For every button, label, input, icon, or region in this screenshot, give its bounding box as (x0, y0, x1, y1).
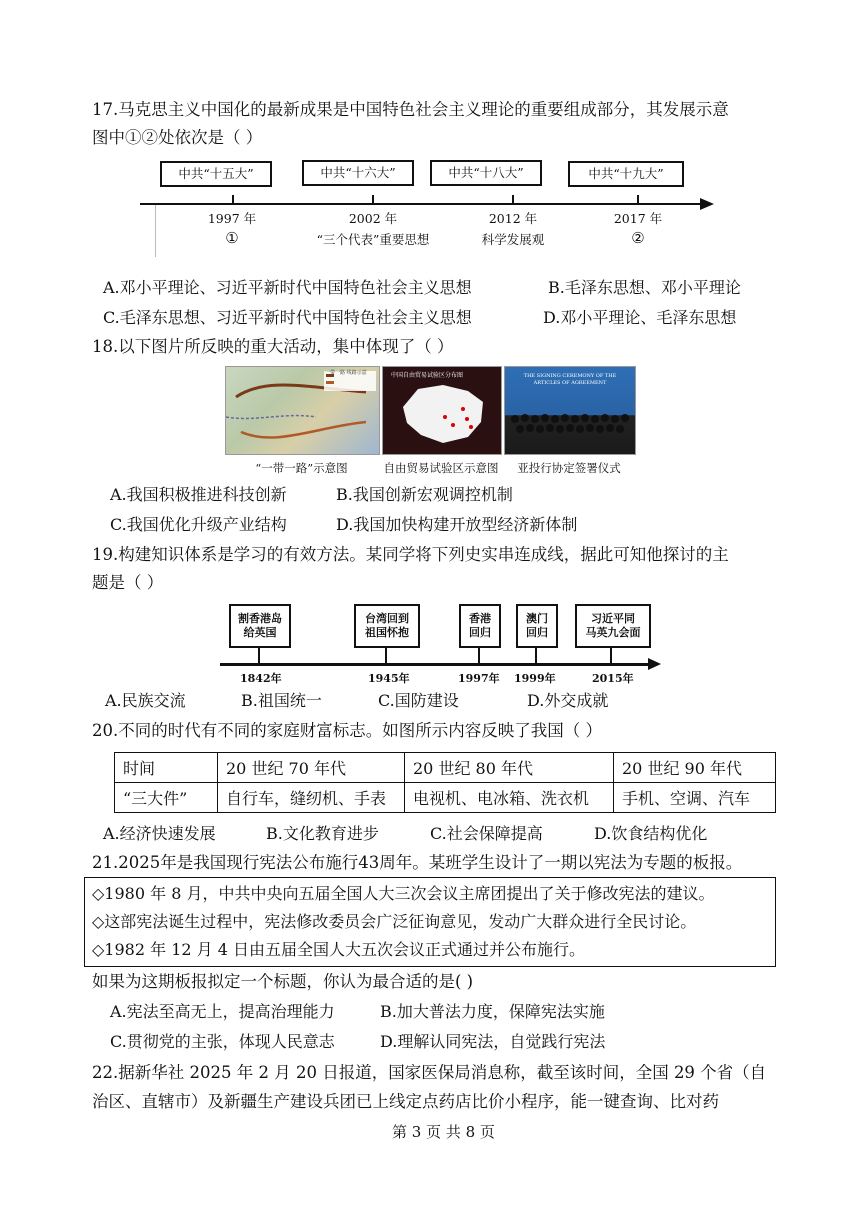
q19-option-c[interactable]: C.国防建设 (378, 691, 459, 710)
timeline-axis (140, 203, 702, 205)
timeline-box-hong-kong-return: 香港 回归 (459, 604, 501, 648)
table-header-cell: 20 世纪 90 年代 (614, 753, 776, 783)
q18-option-d[interactable]: D.我国加快构建开放型经济新体制 (336, 515, 578, 534)
china-map-shape (383, 367, 501, 454)
timeline-year-1945: 1945年 (368, 672, 410, 685)
crowd-silhouettes (505, 367, 635, 454)
q18-option-a[interactable]: A.我国积极推进科技创新 (110, 485, 287, 504)
page-number-footer: 第 3 页 共 8 页 (392, 1123, 495, 1141)
table-header-cell: 20 世纪 80 年代 (405, 753, 614, 783)
q18-option-c[interactable]: C.我国优化升级产业结构 (110, 515, 287, 534)
timeline-box-19th-congress: 中共“十九大” (568, 161, 684, 187)
belt-and-road-map-image (225, 366, 380, 455)
q17-option-c[interactable]: C.毛泽东思想、习近平新时代中国特色社会主义思想 (103, 308, 472, 327)
q20-option-d[interactable]: D.饮食结构优化 (594, 824, 708, 843)
timeline-year-2015: 2015年 (592, 672, 634, 685)
q17-timeline-diagram (140, 155, 720, 260)
q20-option-a[interactable]: A.经济快速发展 (103, 824, 216, 843)
timeline-year-1842: 1842年 (240, 672, 282, 685)
q19-option-a[interactable]: A.民族交流 (105, 691, 186, 710)
timeline-year-1997: 1997 年 (207, 211, 257, 226)
free-trade-zone-map-image (382, 366, 502, 455)
timeline-year-1997: 1997年 (458, 672, 500, 685)
free-trade-zone-caption: 自由贸易试验区示意图 (383, 461, 499, 475)
q22-line2: 治区、直辖市）及新疆生产建设兵团已上线定点药店比价小程序，能一键查询、比对药 (92, 1092, 719, 1111)
q17-stem-line2: 图中①②处依次是（ ） (92, 128, 263, 147)
aiib-caption: 亚投行协定签署仪式 (517, 461, 621, 475)
timeline-box-16th-congress: 中共“十六大” (302, 160, 414, 186)
free-trade-inner-title: 中国自由贸易试验区分布图 (391, 372, 464, 379)
q20-stem: 20.不同的时代有不同的家庭财富标志。如图所示内容反映了我国（ ） (92, 721, 602, 740)
table-row (115, 753, 776, 783)
timeline-axis (220, 663, 650, 666)
box-line-3: ◇1982 年 12 月 4 日由五届全国人大五次会议正式通过并公布施行。 (92, 940, 585, 959)
table-header-cell: 20 世纪 70 年代 (218, 753, 405, 783)
table-cell: 自行车，缝纫机、手表 (218, 783, 405, 813)
timeline-year-2017: 2017 年 (613, 211, 663, 226)
timeline-year-1999: 1999年 (514, 672, 556, 685)
belt-and-road-routes (226, 367, 379, 454)
table-row (115, 783, 776, 813)
q21-question: 如果为这期板报拟定一个标题，你认为最合适的是( ) (92, 972, 474, 991)
table-cell: 电视机、电冰箱、洗衣机 (405, 783, 614, 813)
timeline-note-1: ① (225, 229, 239, 247)
q20-option-c[interactable]: C.社会保障提高 (430, 824, 543, 843)
q17-option-a[interactable]: A.邓小平理论、习近平新时代中国特色社会主义思想 (103, 278, 472, 297)
q17-stem-line1: 17.马克思主义中国化的最新成果是中国特色社会主义理论的重要组成部分，其发展示意 (92, 100, 729, 119)
q17-option-b[interactable]: B.毛泽东思想、邓小平理论 (548, 278, 741, 297)
q19-stem-line1: 19.构建知识体系是学习的有效方法。某同学将下列史实串连成线，据此可知他探讨的主 (92, 545, 729, 564)
table-cell: “三大件” (115, 783, 218, 813)
q19-option-d[interactable]: D.外交成就 (527, 691, 609, 710)
q22-line1: 22.据新华社 2025 年 2 月 20 日报道，国家医保局消息称，截至该时间，全国 29 个省（自 (92, 1063, 767, 1082)
box-line-1: ◇1980 年 8 月，中共中央向五届全国人大三次会议主席团提出了关于修改宪法的建议。 (92, 884, 715, 903)
timeline-box-macau-return: 澳门 回归 (516, 604, 558, 648)
q19-stem-line2: 题是（ ） (92, 573, 164, 592)
aiib-signing-ceremony-image (504, 366, 636, 455)
q17-option-d[interactable]: D.邓小平理论、毛泽东思想 (543, 308, 737, 327)
q21-option-a[interactable]: A.宪法至高无上，提高治理能力 (110, 1002, 335, 1021)
table-cell: 手机、空调、汽车 (614, 783, 776, 813)
timeline-box-xi-ma-meeting: 习近平同 马英九会面 (575, 604, 651, 648)
timeline-arrowhead (700, 198, 714, 210)
timeline-year-2002: 2002 年 (348, 211, 398, 226)
q21-option-b[interactable]: B.加大普法力度，保障宪法实施 (380, 1002, 605, 1021)
timeline-note-2: ② (631, 229, 645, 247)
q21-option-c[interactable]: C.贯彻党的主张，体现人民意志 (110, 1032, 335, 1051)
belt-and-road-inner-title: 一带一路 线路示意 (325, 370, 367, 376)
belt-and-road-caption: “一带一路”示意图 (255, 461, 348, 475)
q21-stem: 21.2025年是我国现行宪法公布施行43周年。某班学生设计了一期以宪法为专题的板报。 (92, 853, 743, 872)
q19-timeline-diagram (220, 602, 665, 684)
q21-option-d[interactable]: D.理解认同宪法，自觉践行宪法 (380, 1032, 606, 1051)
aiib-banner-text: THE SIGNING CEREMONY OF THE ARTICLES OF AGREEMENT (523, 373, 617, 386)
q19-option-b[interactable]: B.祖国统一 (241, 691, 322, 710)
box-line-2: ◇这部宪法诞生过程中，宪法修改委员会广泛征询意见，发动广大群众进行全民讨论。 (92, 912, 697, 931)
timeline-note-three-represents: “三个代表”重要思想 (316, 232, 430, 247)
timeline-box-taiwan-returned: 台湾回到 祖国怀抱 (354, 604, 420, 648)
timeline-note-scientific-outlook: 科学发展观 (481, 232, 545, 247)
q18-option-b[interactable]: B.我国创新宏观调控机制 (336, 485, 513, 504)
timeline-arrowhead (648, 658, 661, 670)
timeline-box-hong-kong-ceded: 割香港岛 给英国 (229, 604, 291, 648)
timeline-box-15th-congress: 中共“十五大” (160, 161, 272, 187)
q20-option-b[interactable]: B.文化教育进步 (266, 824, 379, 843)
timeline-year-2012: 2012 年 (488, 211, 538, 226)
wealth-symbols-table (114, 752, 776, 813)
table-header-cell: 时间 (115, 753, 218, 783)
timeline-box-18th-congress: 中共“十八大” (430, 160, 542, 186)
q18-stem: 18.以下图片所反映的重大活动，集中体现了（ ） (92, 337, 454, 356)
